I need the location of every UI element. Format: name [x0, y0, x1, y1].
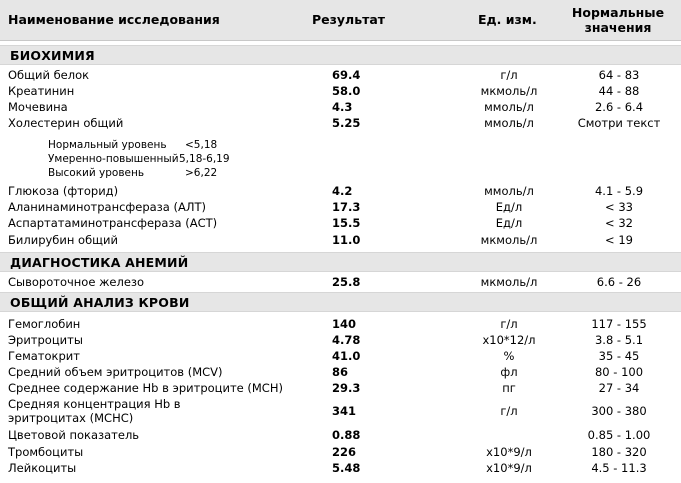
table-header: [0, 0, 681, 41]
row-unit: ммоль/л: [484, 100, 534, 114]
row-name: Билирубин общий: [8, 233, 118, 247]
row-name: Гемоглобин: [8, 317, 81, 331]
row-value: 11.0: [332, 233, 361, 247]
row-value: 69.4: [332, 68, 361, 82]
row-name: Аспартатаминотрансфераза (АСТ): [8, 216, 218, 230]
table-row: [0, 397, 681, 425]
section-blood: [0, 292, 681, 312]
row-name: Общий белок: [8, 68, 90, 82]
row-unit: г/л: [500, 404, 518, 418]
row-name: Эритроциты: [8, 333, 83, 347]
row-norm: 180 - 320: [591, 445, 647, 459]
table-row: [0, 232, 681, 248]
table-row: [0, 427, 681, 443]
section-title: ДИАГНОСТИКА АНЕМИЙ: [10, 255, 189, 270]
row-value: 86: [332, 365, 349, 379]
row-norm: 117 - 155: [591, 317, 647, 331]
row-name: Средняя концентрация Hb в эритроцитах (MCHC): [8, 397, 181, 425]
row-unit: мкмоль/л: [480, 84, 538, 98]
note-value: <5,18: [185, 139, 218, 151]
row-unit: Ед/л: [495, 200, 523, 214]
table-row: [0, 115, 681, 131]
note-label: Нормальный уровень: [48, 139, 167, 151]
row-norm: 4.1 - 5.9: [594, 184, 644, 198]
row-value: 29.3: [332, 381, 361, 395]
row-norm: < 33: [605, 200, 633, 214]
row-value: 5.48: [332, 461, 361, 475]
row-norm: 3.8 - 5.1: [594, 333, 644, 347]
row-name: Лейкоциты: [8, 461, 77, 475]
cholesterol-reference-note: [48, 138, 268, 180]
row-value: 41.0: [332, 349, 361, 363]
table-row: [0, 444, 681, 460]
table-row: [0, 199, 681, 215]
header-norm: [556, 5, 680, 35]
row-unit: г/л: [500, 68, 518, 82]
row-name: Цветовой показатель: [8, 428, 140, 442]
table-row: [0, 316, 681, 332]
row-name: Тромбоциты: [8, 445, 84, 459]
row-value: 140: [332, 317, 357, 331]
row-value: 0.88: [332, 428, 361, 442]
table-row: [0, 99, 681, 115]
row-name: Холестерин общий: [8, 116, 124, 130]
row-value: 226: [332, 445, 357, 459]
table-row: [0, 67, 681, 83]
header-unit: Ед. изм.: [478, 12, 537, 27]
header-norm-line2: значения: [584, 20, 652, 35]
section-anemia: [0, 252, 681, 272]
note-label: Умеренно-повышенный: [48, 153, 179, 165]
section-title: ОБЩИЙ АНАЛИЗ КРОВИ: [10, 295, 190, 310]
row-value: 4.3: [332, 100, 353, 114]
row-unit: ммоль/л: [484, 116, 534, 130]
row-unit: мкмоль/л: [480, 233, 538, 247]
section-title: БИОХИМИЯ: [10, 48, 95, 63]
note-value: >6,22: [185, 167, 218, 179]
header-norm-line1: Нормальные: [571, 5, 665, 20]
row-norm: 80 - 100: [594, 365, 644, 379]
note-line: [48, 152, 268, 166]
table-row: [0, 332, 681, 348]
row-norm: < 19: [605, 233, 633, 247]
row-value: 5.25: [332, 116, 361, 130]
row-unit: пг: [502, 381, 516, 395]
header-name: Наименование исследования: [8, 12, 220, 27]
row-norm: 4.5 - 11.3: [591, 461, 647, 475]
table-row: [0, 380, 681, 396]
row-norm: Смотри текст: [577, 116, 661, 130]
row-unit: x10*9/л: [486, 461, 532, 475]
row-unit: x10*12/л: [482, 333, 536, 347]
table-row: [0, 460, 681, 476]
row-value: 4.2: [332, 184, 353, 198]
row-unit: фл: [500, 365, 518, 379]
row-value: 25.8: [332, 275, 361, 289]
row-unit: г/л: [500, 317, 518, 331]
row-name: Среднее содержание Hb в эритроците (MCH): [8, 381, 283, 395]
row-value: 4.78: [332, 333, 361, 347]
row-name: Средний объем эритроцитов (MCV): [8, 365, 223, 379]
row-unit: %: [503, 349, 515, 363]
note-label: Высокий уровень: [48, 167, 145, 179]
note-line: [48, 166, 268, 180]
row-norm: 27 - 34: [598, 381, 640, 395]
row-norm: 44 - 88: [598, 84, 640, 98]
row-unit: Ед/л: [495, 216, 523, 230]
table-row: [0, 215, 681, 231]
table-row: [0, 348, 681, 364]
header-result: Результат: [312, 12, 386, 27]
row-norm: 6.6 - 26: [596, 275, 642, 289]
row-name: Гематокрит: [8, 349, 80, 363]
row-name: Глюкоза (фторид): [8, 184, 119, 198]
row-unit: ммоль/л: [484, 184, 534, 198]
table-row: [0, 274, 681, 290]
row-value: 17.3: [332, 200, 361, 214]
table-row: [0, 364, 681, 380]
row-norm: 64 - 83: [598, 68, 640, 82]
row-name: Аланинаминотрансфераза (АЛТ): [8, 200, 206, 214]
section-biochem: [0, 45, 681, 65]
row-unit: мкмоль/л: [480, 275, 538, 289]
note-value: 5,18-6,19: [179, 153, 230, 165]
row-norm: 300 - 380: [591, 404, 647, 418]
row-norm: < 32: [605, 216, 633, 230]
table-row: [0, 183, 681, 199]
row-name: Сывороточное железо: [8, 275, 145, 289]
note-line: [48, 138, 268, 152]
row-value: 58.0: [332, 84, 361, 98]
row-name: Креатинин: [8, 84, 75, 98]
row-norm: 0.85 - 1.00: [587, 428, 651, 442]
row-name: Мочевина: [8, 100, 68, 114]
row-norm: 2.6 - 6.4: [594, 100, 644, 114]
table-row: [0, 83, 681, 99]
row-value: 341: [332, 404, 357, 418]
row-norm: 35 - 45: [598, 349, 640, 363]
row-unit: x10*9/л: [486, 445, 532, 459]
row-value: 15.5: [332, 216, 361, 230]
